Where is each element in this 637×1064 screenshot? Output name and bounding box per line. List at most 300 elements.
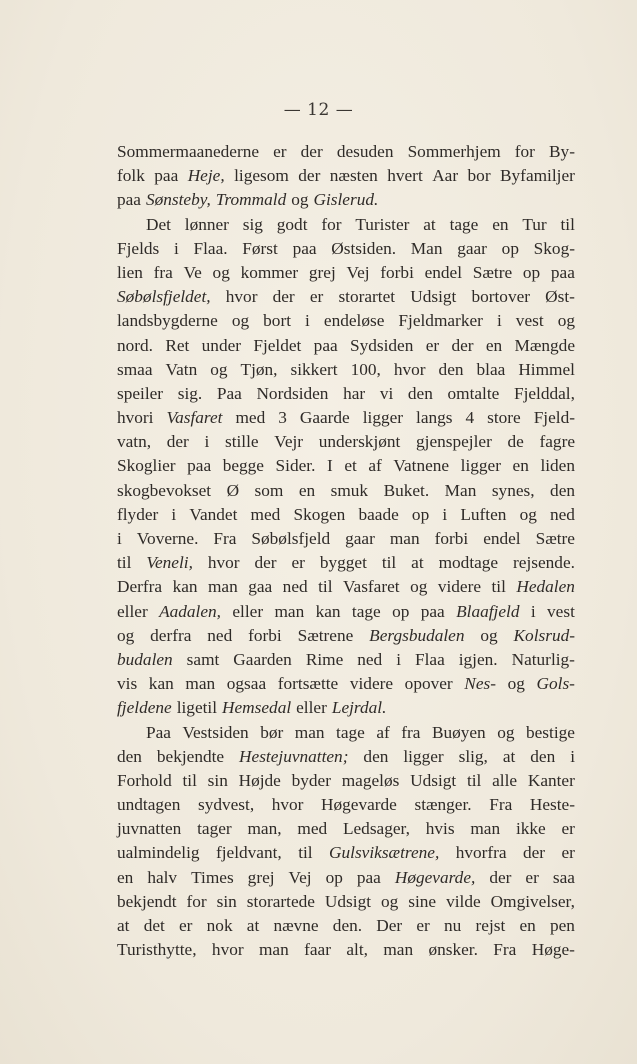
italic-word: Søbølsfjeldet, [117,287,211,307]
italic-word: Hemsedal [222,698,292,718]
word: kan [172,577,198,597]
word: smaa [117,359,153,379]
word: bekjendt [117,891,177,911]
word: desuden [336,142,394,161]
italic-word: Vasfaret [166,408,223,428]
word: er [561,819,575,839]
text-line [117,817,575,841]
italic-word: fjeldene [117,698,172,718]
word: fra [401,722,421,742]
word: Derfra [117,577,163,597]
word: den [530,746,556,766]
italic-word: Kolsrud- [513,625,575,645]
italic-word: Hedalen [516,577,575,597]
word: sin [207,770,228,790]
word: Sætre [535,529,575,548]
word: gaa [248,577,273,597]
word: Himmel [518,359,575,379]
word: som [254,480,284,500]
word: man [258,940,289,960]
text-line [117,841,575,865]
word: og [381,891,399,911]
word: videre [349,674,394,694]
italic-word: Aadalen, [159,601,221,621]
word: sig [242,214,263,234]
word: den. [332,916,363,935]
word: hvori [117,408,154,428]
word: Aar [432,166,459,186]
word: Sider. [275,456,316,476]
word: paa [154,166,179,186]
word: op [501,238,519,258]
word: Gaarde [299,408,350,428]
word: ualmindelig [117,843,200,863]
word: hvert [387,166,423,186]
word: de [507,432,524,452]
word: rejst [475,916,506,935]
word: Tur [522,214,547,234]
word: i [530,601,536,621]
italic-word: Lejrdal. [331,698,387,718]
word: op [325,867,343,887]
word: Voverne. [136,529,199,548]
word: Kanter [527,770,575,790]
word: Fjeld- [533,408,575,428]
word: man [389,529,420,548]
word: Mængde [514,335,575,355]
text-line [117,140,575,164]
text-line [117,213,575,237]
word: Fjelddal, [513,383,575,403]
word: sikkert [290,359,338,379]
word: er [309,287,324,307]
word: til [491,577,506,597]
word: ned [357,649,383,669]
text-line [117,334,575,358]
word: under [201,335,242,355]
word: nok [206,916,233,935]
word: omtalte [447,383,500,403]
word: eller [296,698,327,718]
italic-word: Hestejuvnatten; [239,746,349,766]
word: Øst- [545,287,575,307]
word: baade [358,504,399,524]
text-line [117,866,575,890]
word: kommer [240,262,299,282]
word: sin [216,891,237,911]
word: faar [304,940,331,960]
text-line [117,914,575,938]
word: ligger [403,746,444,766]
word: Turisthytte, [117,940,197,960]
word: Heste- [529,795,575,815]
word: Ledsager, [342,819,410,839]
word: halv [147,867,178,887]
word: til [560,214,575,234]
word: at [117,916,130,935]
word: Flaa [414,649,445,669]
word: der [254,553,277,573]
text-line [117,551,575,575]
italic-word: Gulsviksætrene, [329,843,440,863]
word: Skoglier [117,456,176,476]
word: stille [224,432,259,452]
italic-word: Bergsbudalen [369,625,465,645]
page-number: — 12 — [283,100,354,120]
word: en [519,916,536,935]
word: liden [540,456,575,476]
word: er [561,843,575,863]
word: endeløse [323,311,385,331]
word: Man [410,238,443,258]
word: Sætrene [297,625,354,645]
word: og [410,577,428,597]
word: Nordsiden [256,383,329,403]
word: By- [549,142,575,161]
word: i [173,238,179,258]
italic-word: Trommald [215,190,287,210]
word: er [179,916,193,935]
word: tage [336,722,365,742]
word: Vasfaret [342,577,400,597]
word: Buøyen [431,722,486,742]
word: i [496,311,502,331]
word: der [298,166,321,186]
word: man [185,674,216,694]
word: flyder [117,504,159,524]
word: smuk [330,480,369,500]
text-line [117,793,575,817]
word: og [210,359,228,379]
word: ligger [362,408,404,428]
word: langs [416,408,453,428]
word: den [438,359,464,379]
word: Sommerhjem [407,142,501,161]
word: en [298,480,316,500]
word: er [273,142,287,161]
word: Byfamiljer [500,166,575,186]
word: vest [547,601,575,621]
text-line [117,648,575,672]
word: og [117,625,135,645]
word: bestige [525,722,575,742]
italic-word: Høgevarde, [394,867,476,887]
italic-word: Veneli, [146,553,193,573]
word: Udsigt [324,891,372,911]
word: saa [552,867,575,887]
word: til [298,843,313,863]
word: 3 [278,408,287,428]
word: speiler [117,383,164,403]
text-line [117,721,575,745]
italic-word: Blaafjeld [456,601,520,621]
word: eller [232,601,264,621]
word: hvis [425,819,455,839]
word: lien [117,262,143,282]
word: og [291,190,309,210]
word: sydvest, [197,795,255,815]
word: sig. [177,383,203,403]
word: igjen. [458,649,498,669]
word: af [368,456,382,476]
word: underskjønt [318,432,401,452]
text-line [117,454,575,478]
word: Flaa. [193,238,228,258]
word: der [300,142,323,161]
word: Buket. [383,480,430,500]
word: at [423,214,436,234]
word: Sommermaanederne [117,142,260,161]
word: til [182,770,197,790]
word: Ve [183,262,202,282]
word: Ret [165,335,190,355]
word: der [451,335,474,355]
word: grej [247,867,275,887]
word: Høgevarde [321,795,397,815]
word: vi [379,383,394,403]
text-line [117,237,575,261]
word: Gaarden [233,649,292,669]
word: Først [242,238,278,258]
text-line [117,527,575,551]
word: Tjøn, [240,359,278,379]
word: sine [408,891,437,911]
word: for [514,142,535,161]
word: til [381,553,397,573]
word: til [318,577,333,597]
word: Udsigt [410,287,457,307]
word: blaa [476,359,506,379]
word: 4 [465,408,475,428]
word: til [466,770,482,790]
word: op [392,601,410,621]
word: fjeldvant, [216,843,282,863]
word: ligesom [234,166,289,186]
word: Vejr [274,432,304,452]
word: fagre [539,432,575,452]
word: Østsiden. [331,238,397,258]
word: alt, [346,940,368,960]
text-line [117,309,575,333]
word: hvor [207,553,240,573]
word: man [383,940,414,960]
word: og [497,722,515,742]
word: bygget [319,553,367,573]
word: begge [222,456,264,476]
word: godt [276,214,308,234]
word: eller [117,601,148,621]
word: bort [263,311,291,331]
word: bekjendte [156,746,225,766]
word: der [489,867,512,887]
word: paa [550,262,575,282]
text-line [117,624,575,648]
word: for [321,214,342,234]
italic-word: budalen [117,649,173,669]
word: Udsigt [410,770,457,790]
word: et [344,456,357,476]
text-line [117,285,575,309]
word: og [231,311,250,331]
text-line [117,188,575,212]
word: Man [444,480,477,500]
word: mageløs [341,770,400,790]
word: synes, [491,480,535,500]
word: ned [282,577,308,597]
word: bortover [471,287,531,307]
word: byder [291,770,331,790]
word: Ø [226,480,240,500]
word: forbi [434,529,469,548]
word: 100, [350,359,381,379]
word: nævne [273,916,319,935]
word: at [246,916,260,935]
word: paa [313,335,338,355]
word: gaar [457,238,487,258]
word: Paa [146,722,171,742]
word: tager [197,819,232,839]
word: Søbølsfjeld [251,529,331,548]
word: juvnatten [117,819,182,839]
word: man, [247,819,282,839]
italic-word: Gislerud. [313,190,379,210]
word: Times [191,867,234,887]
word: skogbevokset [117,480,212,500]
word: vest [515,311,544,331]
word: kan [315,601,341,621]
word: op [522,262,541,282]
word: ned [550,504,575,524]
word: ønsker. [428,940,478,960]
word: Der [376,916,403,935]
word: en [485,335,503,355]
word: Fra [493,940,517,960]
word: man [294,722,325,742]
text-line [117,261,575,285]
text-line [117,769,575,793]
word: landsbygderne [117,311,218,331]
word: for [186,891,207,911]
word: folk [117,166,145,186]
word: tage [449,214,479,234]
word: og [212,262,230,282]
word: Forhold [117,770,172,790]
word: Vandet [189,504,238,524]
word: op [411,504,430,524]
word: næsten [329,166,378,186]
text-line [117,696,575,720]
text-line [117,575,575,599]
word: man [470,819,501,839]
word: paa [117,190,141,210]
word: modtage [438,553,499,573]
word: er [425,335,440,355]
text-line [117,503,575,527]
word: forbi [380,262,414,282]
word: alle [492,770,518,790]
word: man [274,601,305,621]
word: ogsaa [226,674,267,694]
word: er [291,553,305,573]
word: Sydsiden [349,335,414,355]
word: med [297,819,328,839]
word: er [525,867,539,887]
word: Turister [355,214,410,234]
word: ned [207,625,233,645]
word: Fjelds [117,238,160,258]
word: Det [146,214,171,234]
word: Vestsiden [182,722,249,742]
word: Fra [213,529,237,548]
text-line [117,164,575,188]
word: i [396,649,401,669]
italic-word: Gols- [536,674,575,694]
word: Rime [305,649,344,669]
text-line [117,938,575,962]
word: Skogen [293,504,346,524]
word: tage [351,601,381,621]
word: med [235,408,266,428]
word: man [207,577,238,597]
word: Naturlig- [511,649,575,669]
text-line [117,430,575,454]
word: pen [550,916,575,935]
word: Vej [288,867,312,887]
word: den [363,746,389,766]
text-line [117,382,575,406]
text-line [117,358,575,382]
italic-word: Nes- [464,674,496,694]
word: undtagen [117,795,181,815]
word: fra [153,262,173,282]
word: storartet [338,287,396,307]
text-line [117,672,575,696]
word: ligger [460,456,501,476]
word: en [117,867,134,887]
word: af [376,722,390,742]
word: Sætre [472,262,513,282]
word: og [480,625,498,645]
word: nord. [117,335,153,355]
word: vatn, [117,432,152,452]
word: ikke [515,819,546,839]
word: paa [356,867,381,887]
word: og [519,504,537,524]
word: Vej [346,262,370,282]
word: med [250,504,281,524]
body-text [117,140,575,962]
text-line [117,479,575,503]
word: rejsende. [513,553,575,573]
word: hvor [225,287,258,307]
word: der [523,843,546,863]
word: til [117,553,132,573]
word: og [507,674,525,694]
word: Vatnene [393,456,450,476]
word: vilde [446,891,481,911]
word: en [512,456,529,476]
italic-word: Heje, [187,166,225,186]
word: i [204,432,210,452]
word: Luften [460,504,507,524]
word: Fjeldet [253,335,302,355]
word: vis [117,674,138,694]
word: i [171,504,177,524]
word: det [143,916,165,935]
word: forbi [248,625,282,645]
word: at [411,553,424,573]
word: kan [148,674,174,694]
